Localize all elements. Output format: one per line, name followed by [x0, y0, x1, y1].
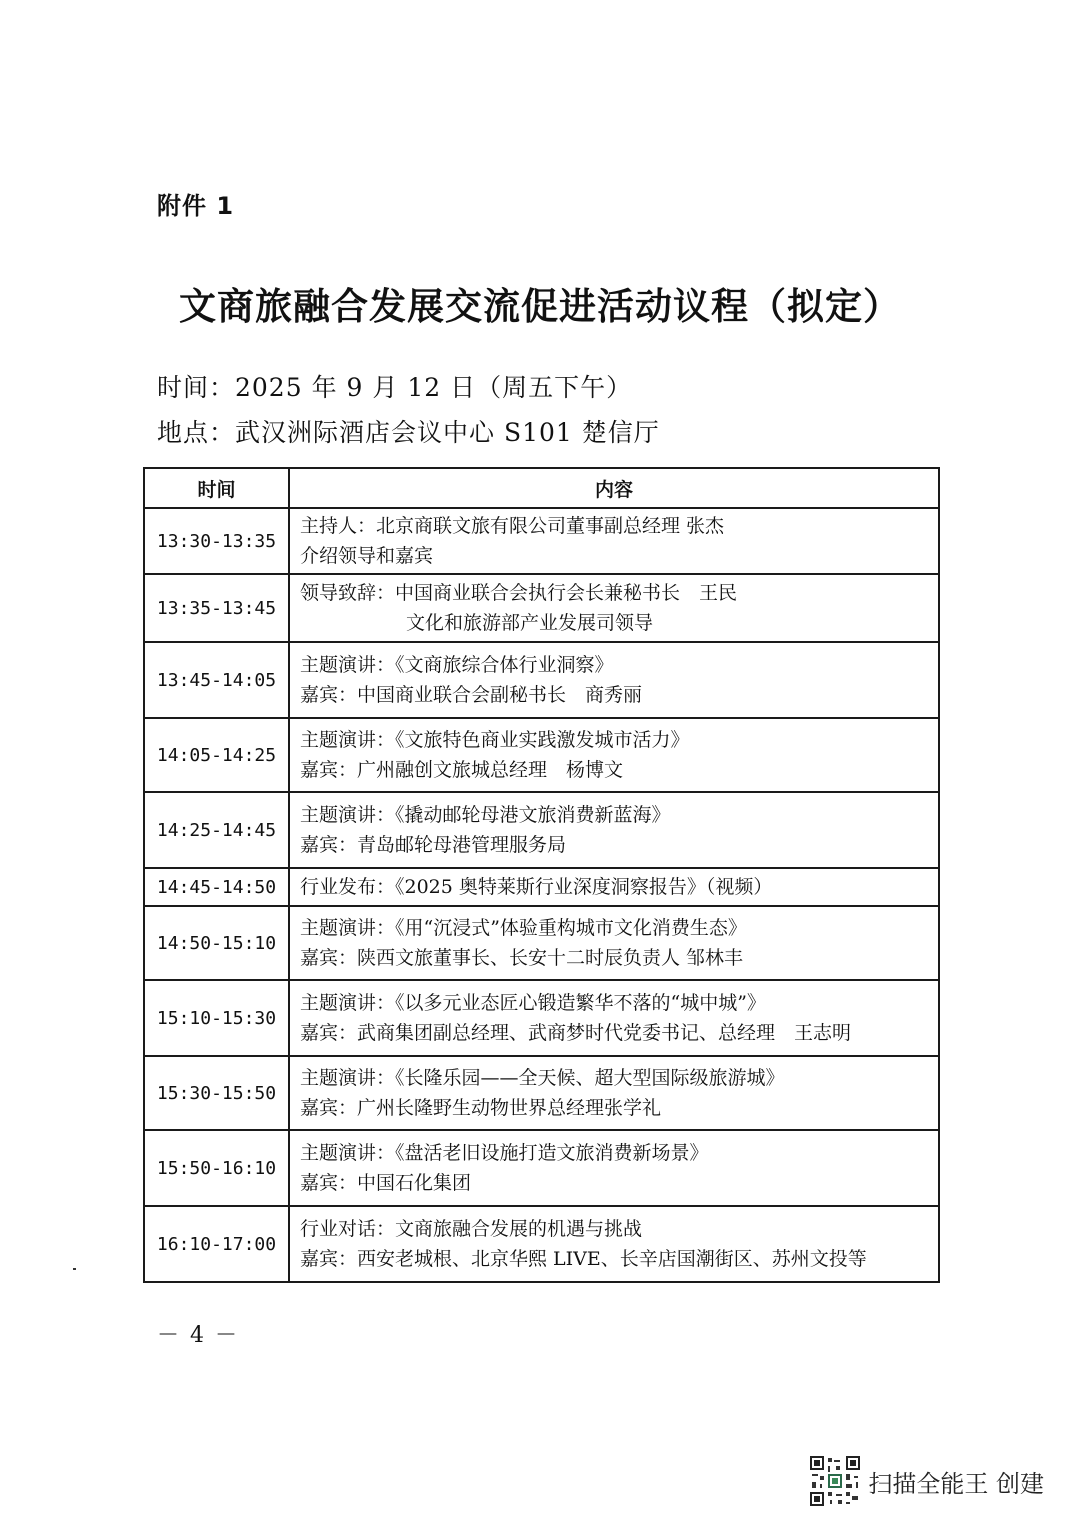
row-time: 15:50-16:10 [144, 1130, 289, 1206]
row-content [289, 718, 939, 792]
table-row [144, 1056, 939, 1130]
content-line: 主持人：北京商联文旅有限公司董事副总经理 张杰 [300, 515, 725, 537]
content-line: 嘉宾：陕西文旅董事长、长安十二时辰负责人 邹林丰 [300, 947, 744, 969]
content-line: 嘉宾：广州融创文旅城总经理 杨博文 [300, 759, 624, 781]
content-line: 主题演讲：《文旅特色商业实践激发城市活力》 [300, 729, 690, 751]
row-time: 13:45-14:05 [144, 642, 289, 718]
row-content [289, 642, 939, 718]
content-line: 嘉宾：武商集团副总经理、武商梦时代党委书记、总经理 王志明 [300, 1022, 852, 1044]
row-time: 14:25-14:45 [144, 792, 289, 868]
event-time: 时间：2025 年 9 月 12 日（周五下午） [157, 373, 633, 402]
row-time: 14:05-14:25 [144, 718, 289, 792]
watermark-text: 扫描全能王 创建 [868, 1469, 1044, 1498]
row-time: 13:35-13:45 [144, 574, 289, 642]
row-time: 16:10-17:00 [144, 1206, 289, 1282]
scanner-watermark [810, 1456, 1044, 1506]
content-line: 行业对话：文商旅融合发展的机遇与挑战 [300, 1218, 643, 1240]
table-row [144, 906, 939, 980]
table-row [144, 642, 939, 718]
table-row [144, 1206, 939, 1282]
content-line: 行业发布：《2025 奥特莱斯行业深度洞察报告》（视频） [300, 876, 773, 898]
qr-code-icon [810, 1456, 860, 1506]
content-line: 主题演讲：《撬动邮轮母港文旅消费新蓝海》 [300, 804, 671, 826]
row-content [289, 508, 939, 574]
content-line: 主题演讲：《盘活老旧设施打造文旅消费新场景》 [300, 1142, 709, 1164]
content-line: 主题演讲：《文商旅综合体行业洞察》 [300, 654, 614, 676]
row-content [289, 980, 939, 1056]
table-row [144, 980, 939, 1056]
row-content [289, 906, 939, 980]
row-time: 15:30-15:50 [144, 1056, 289, 1130]
row-time: 14:45-14:50 [144, 868, 289, 906]
row-content [289, 574, 939, 642]
row-content [289, 1056, 939, 1130]
table-row [144, 718, 939, 792]
content-line: 嘉宾：中国商业联合会副秘书长 商秀丽 [300, 684, 643, 706]
row-time: 13:30-13:35 [144, 508, 289, 574]
content-line: 嘉宾：广州长隆野生动物世界总经理张学礼 [300, 1097, 662, 1119]
header-time: 时间 [144, 468, 289, 508]
table-row [144, 574, 939, 642]
scan-speck [73, 1268, 76, 1270]
content-line: 主题演讲：《长隆乐园——全天候、超大型国际级旅游城》 [300, 1067, 785, 1089]
table-row [144, 868, 939, 906]
agenda-header-row [144, 468, 939, 508]
content-line: 嘉宾：西安老城根、北京华熙 LIVE、长辛店国潮街区、苏州文投等 [300, 1248, 867, 1270]
header-content: 内容 [289, 468, 939, 508]
row-content [289, 868, 939, 906]
page-number: － 4 － [157, 1323, 239, 1348]
row-time: 15:10-15:30 [144, 980, 289, 1056]
content-line: 嘉宾：中国石化集团 [300, 1172, 472, 1194]
table-row [144, 792, 939, 868]
row-content [289, 792, 939, 868]
content-line: 文化和旅游部产业发展司领导 [406, 612, 654, 634]
event-place: 地点：武汉洲际酒店会议中心 S101 楚信厅 [157, 418, 660, 447]
row-content [289, 1206, 939, 1282]
document-title: 文商旅融合发展交流促进活动议程（拟定） [179, 284, 901, 328]
row-time: 14:50-15:10 [144, 906, 289, 980]
content-line: 主题演讲：《用“沉浸式”体验重构城市文化消费生态》 [300, 917, 747, 939]
attachment-label: 附件 1 [157, 192, 235, 220]
content-line: 嘉宾：青岛邮轮母港管理服务局 [300, 834, 567, 856]
content-line: 介绍领导和嘉宾 [300, 545, 434, 567]
content-line: 主题演讲：《以多元业态匠心锻造繁华不落的“城中城”》 [300, 992, 766, 1014]
content-line: 领导致辞：中国商业联合会执行会长兼秘书长 王民 [300, 582, 738, 604]
row-content [289, 1130, 939, 1206]
table-row [144, 1130, 939, 1206]
table-row [144, 508, 939, 574]
agenda-table [143, 467, 940, 1283]
